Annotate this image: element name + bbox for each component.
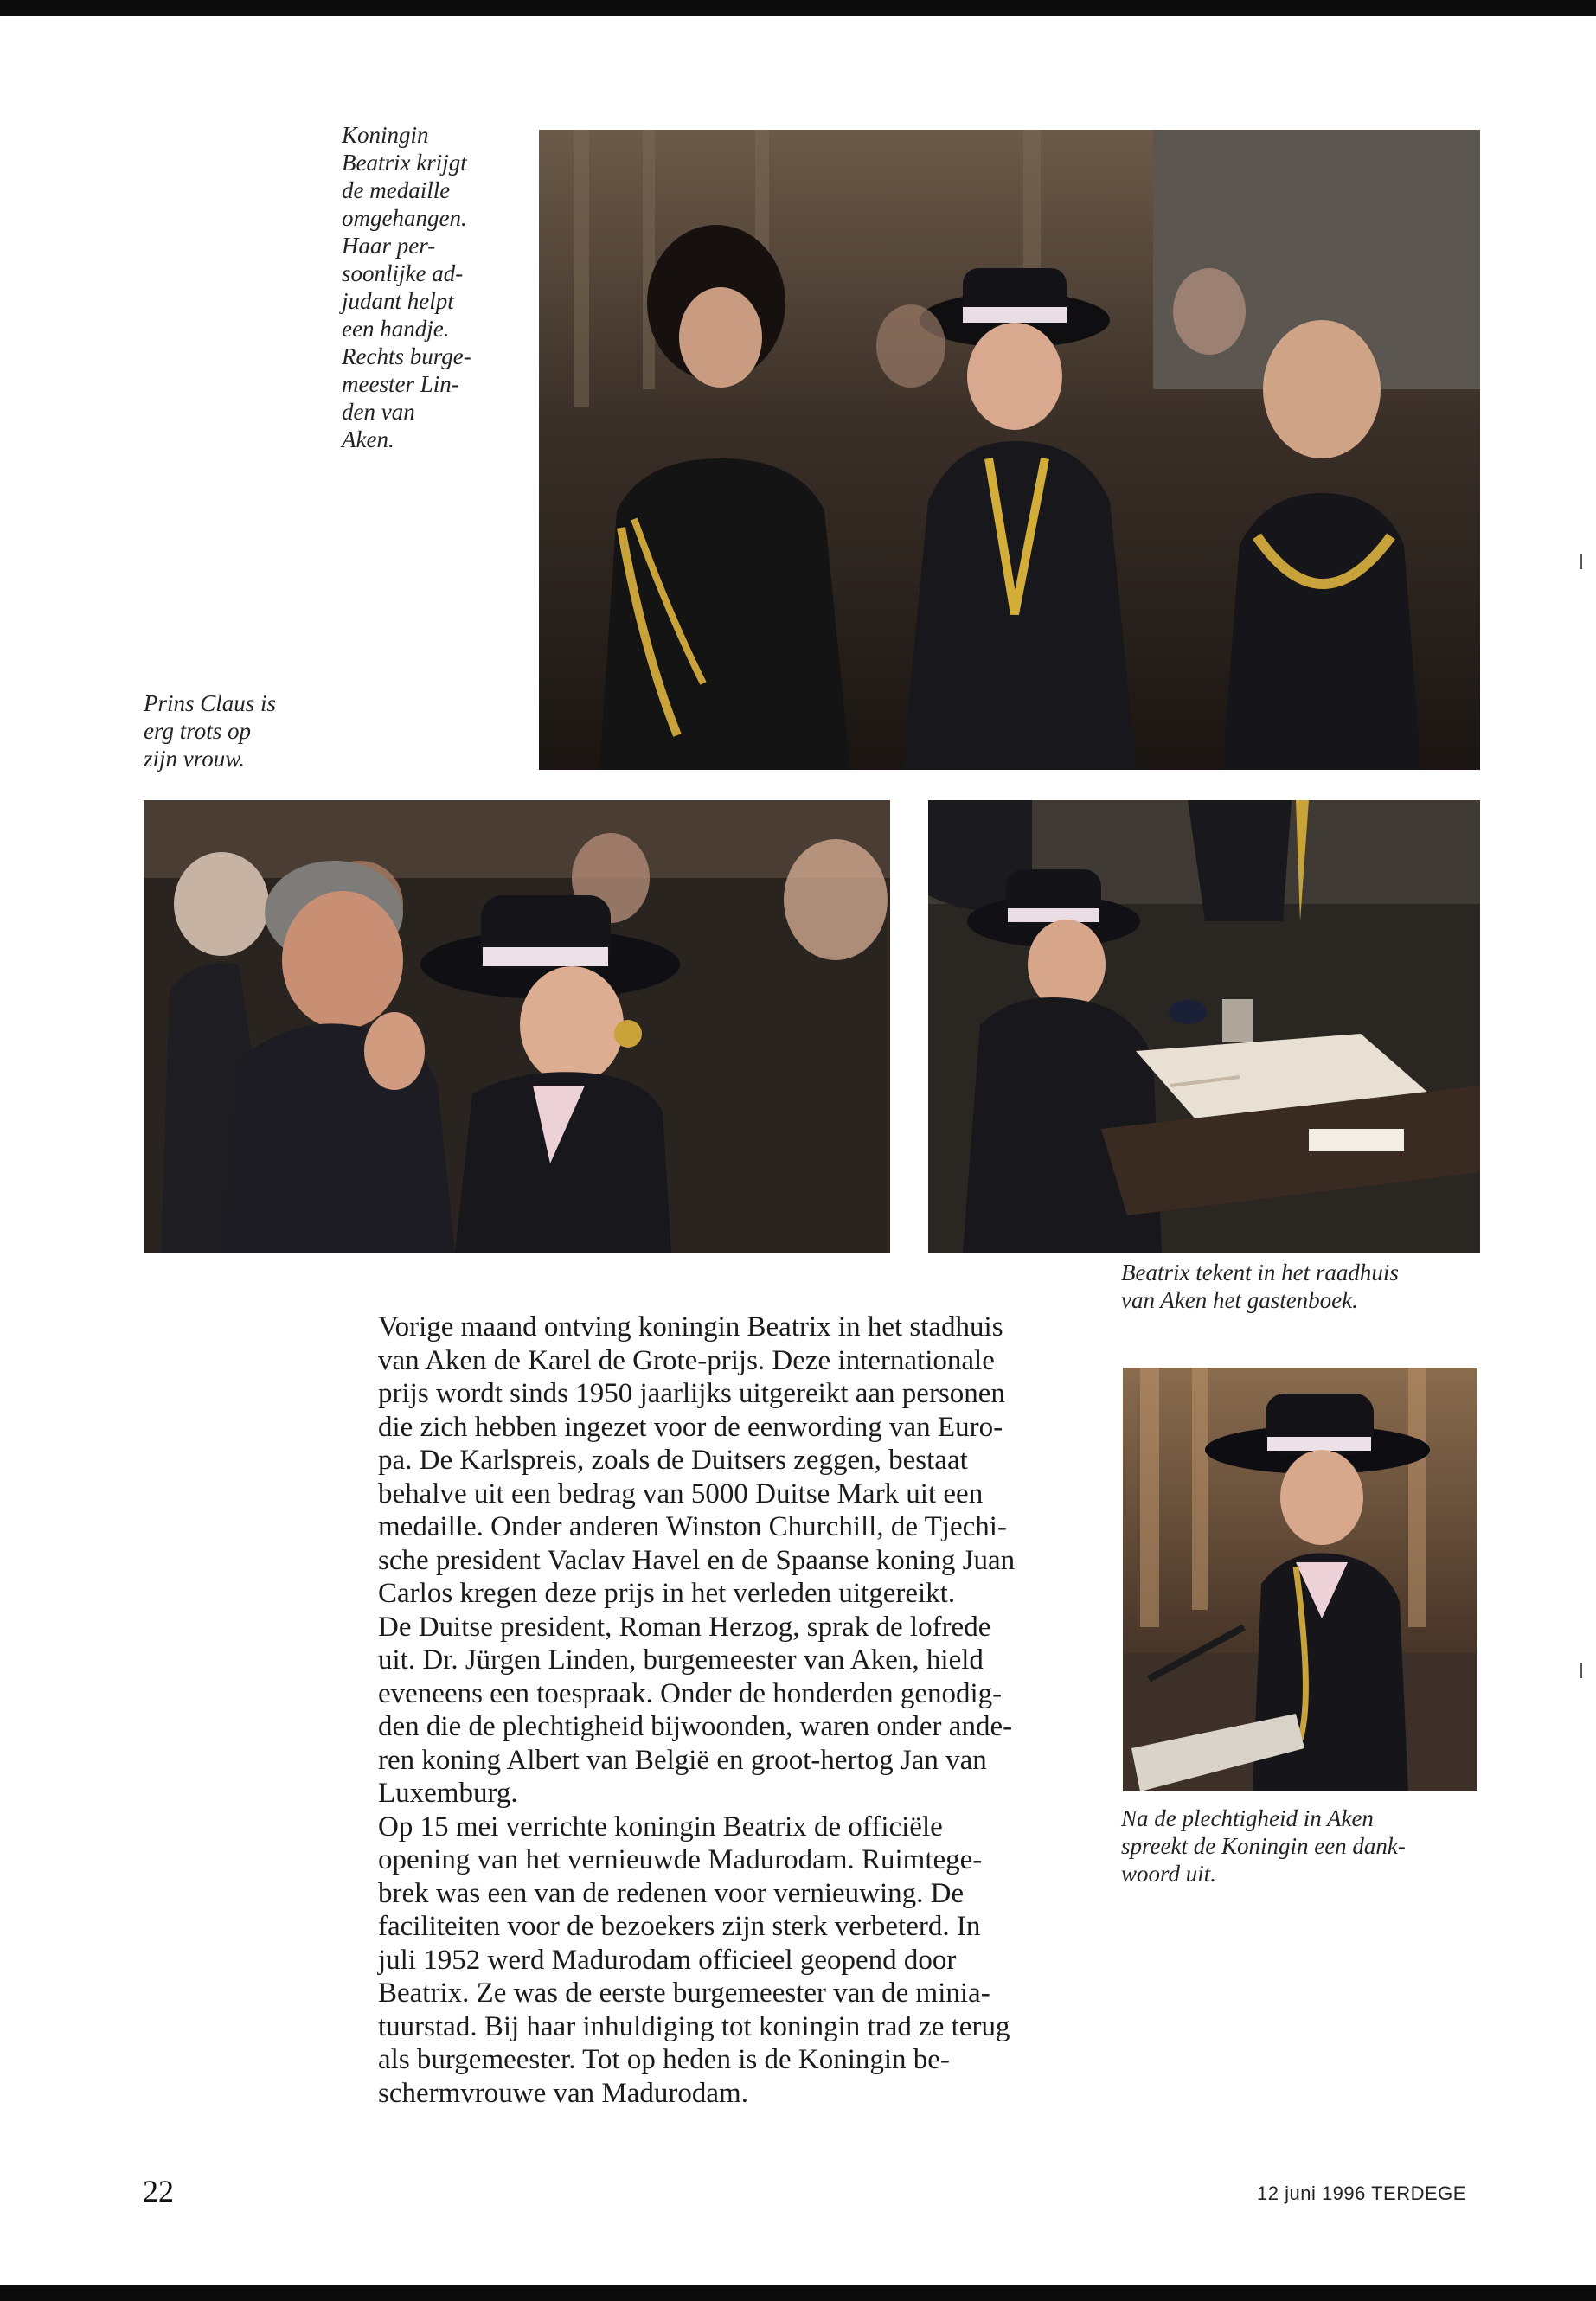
edge-mark-top: [1580, 554, 1582, 569]
photo-guestbook: [928, 800, 1480, 1253]
photo-claus-hand-kiss: [144, 800, 890, 1253]
page-number: 22: [143, 2174, 174, 2208]
edge-mark-mid: [1580, 1663, 1582, 1678]
photo-speech: [1123, 1368, 1477, 1791]
caption-medal: Koningin Beatrix krijgt de medaille omgehangen. Haar per- soonlijke ad- judant helpt een handje. Rechts burge- meester Lin- den van Aken.: [342, 122, 471, 452]
top-border: [0, 0, 1596, 16]
bottom-border: [0, 2285, 1596, 2301]
caption-claus: Prins Claus is erg trots op zijn vrouw.: [144, 690, 277, 772]
issue-line: 12 juni 1996 TERDEGE: [1257, 2182, 1466, 2204]
article-body: Vorige maand ontving koningin Beatrix in het stadhuis van Aken de Karel de Grote-prijs. Deze internationale prijs wordt sinds 1950 jaarlijks uitgereikt aan personen die zich hebben ingezet voor de eenwording van Euro- pa. De Karlspreis, zoals de Duitsers zeggen, bestaat behalve uit een bedrag van 5000 Duitse Mark uit een medaille. Onder anderen Winston Churchill, de Tjechi- sche president Vaclav Havel en de Spaanse koning Juan Carlos kregen deze prijs in het verleden uitgereikt. De Duitse president, Roman Herzog, sprak de lofrede uit. Dr. Jürgen Linden, burgemeester van Aken, hield eveneens een toespraak. Onder de honderden genodig- den die de plechtigheid bijwoonden, waren onder ande- ren koning Albert van België en groot-hertog Jan van Luxemburg. Op 15 mei verrichte koningin Beatrix de officiële opening van het vernieuwde Madurodam. Ruimtege- brek was een van de redenen voor vernieuwing. De faciliteiten voor de bezoekers zijn sterk verbeterd. In juli 1952 werd Madurodam officieel geopend door Beatrix. Ze was de eerste burgemeester van de minia- tuurstad. Bij haar inhuldiging tot koningin trad ze terug als burgemeester. Tot op heden is de Koningin be- schermvrouwe van Madurodam.: [378, 1311, 1016, 2109]
caption-guestbook: Beatrix tekent in het raadhuis van Aken het gastenboek.: [1121, 1259, 1399, 1313]
caption-speech: Na de plechtigheid in Aken spreekt de Koningin een dank- woord uit.: [1121, 1805, 1406, 1887]
photo-medal-ceremony: [539, 130, 1480, 770]
